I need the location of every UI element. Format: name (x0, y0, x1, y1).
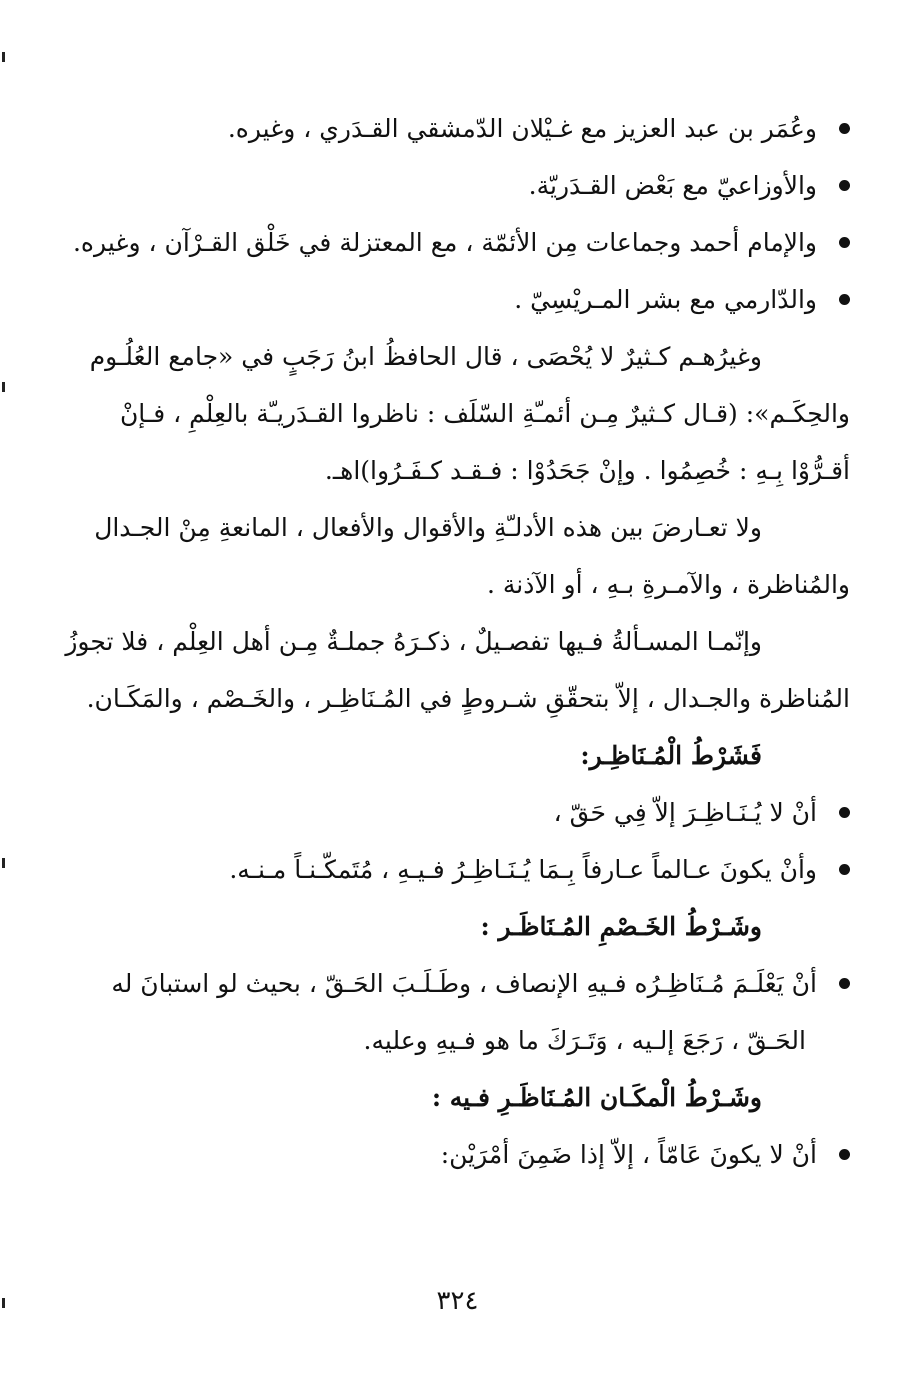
bullet-item (60, 1126, 850, 1183)
paragraph-line: وغيرُهـم كـثيرٌ لا يُحْصَى ، قال الحافظُ ابنُ رَجَبٍ في «جامع العُلُـوم (89, 342, 762, 371)
bullet-item (60, 784, 850, 841)
line-text: والأوزاعيّ مع بَعْض القـدَريّة. (528, 171, 817, 200)
scan-edge-mark (2, 382, 5, 392)
paragraph-line: وإنّمـا المسـألةُ فـيها تفصـيلٌ ، ذكـرَهُ جملـةٌ مِـن أهل العِلْم ، فلا تجوزُ (65, 627, 762, 656)
bullet-item (60, 955, 850, 1012)
paragraph-line: أقـرُّوْا بِـهِ : خُصِمُوا . وإنْ جَحَدُوْا : فـقـد كـفَـرُوا)اهـ. (324, 456, 850, 485)
line-text: أنْ لا يُـنَـاظِـرَ إلاّ فِي حَقّ ، (553, 798, 817, 827)
section-heading: وشَـرْطُ الخَـصْمِ المُـنَاظَـر : (480, 912, 762, 941)
scan-edge-mark (2, 1298, 5, 1308)
line-text: والدّارمي مع بشر المـريْسِيّ . (514, 285, 817, 314)
bullet-icon (839, 237, 850, 248)
line-text: والإمام أحمد وجماعات مِن الأئمّة ، مع المعتزلة في خَلْق القـرْآن ، وغيره. (72, 228, 817, 257)
line-text: أنْ لا يكونَ عَامّاً ، إلاّ إذا ضَمِنَ أمْرَيْن: (440, 1140, 817, 1169)
bullet-item (60, 100, 850, 157)
bullet-continuation: الحَـقّ ، رَجَعَ إلـيه ، وَتَـرَكَ ما هو فـيهِ وعليه. (363, 1026, 806, 1055)
line-text: وعُمَر بن عبد العزيز مع غـيْلان الدّمشقي القـدَري ، وغيره. (227, 114, 817, 143)
bullet-item (60, 841, 850, 898)
scan-edge-mark (2, 858, 5, 868)
page-body (60, 100, 850, 1183)
bullet-item (60, 271, 850, 328)
bullet-item (60, 214, 850, 271)
line-text: أنْ يَعْلَـمَ مُـنَاظِـرُه فـيهِ الإنصاف ، وطَـلَـبَ الحَـقّ ، بحيث لو استبانَ له (111, 969, 817, 998)
bullet-icon (839, 123, 850, 134)
bullet-icon (839, 864, 850, 875)
bullet-icon (839, 978, 850, 989)
line-text: وأنْ يكونَ عـالماً عـارفاً بِـمَا يُـنَـاظِـرُ فـيـهِ ، مُتَمكّـنـاً مـنـه. (229, 855, 817, 884)
paragraph-line: ولا تعـارضَ بين هذه الأدلـّةِ والأقوال والأفعال ، المانعةِ مِنْ الجـدال (94, 513, 762, 542)
scan-edge-mark (2, 52, 5, 62)
section-heading: وشَـرْطُ الْمكَـان المُـنَاظَـرِ فـيه : (431, 1083, 762, 1112)
bullet-icon (839, 180, 850, 191)
section-heading: فَشَرْطُ الْمُـنَاظِـر: (580, 741, 762, 770)
page-number: ٣٢٤ (436, 1286, 479, 1316)
paragraph-line: والمُناظرة ، والآمـرةِ بـهِ ، أو الآذنة . (486, 570, 850, 599)
paragraph-line: المُناظرة والجـدال ، إلاّ بتحقّقِ شـروطٍ في المُـنَاظِـر ، والخَـصْم ، والمَكَـان. (86, 684, 850, 713)
bullet-icon (839, 807, 850, 818)
paragraph-line: والحِكَـم»: (قـال كـثيرٌ مِـن أئمـّةِ السّلَف : ناظروا القـدَريـّة بالعِلْمِ ، فـإنْ (119, 399, 850, 428)
bullet-icon (839, 1149, 850, 1160)
bullet-icon (839, 294, 850, 305)
bullet-item (60, 157, 850, 214)
